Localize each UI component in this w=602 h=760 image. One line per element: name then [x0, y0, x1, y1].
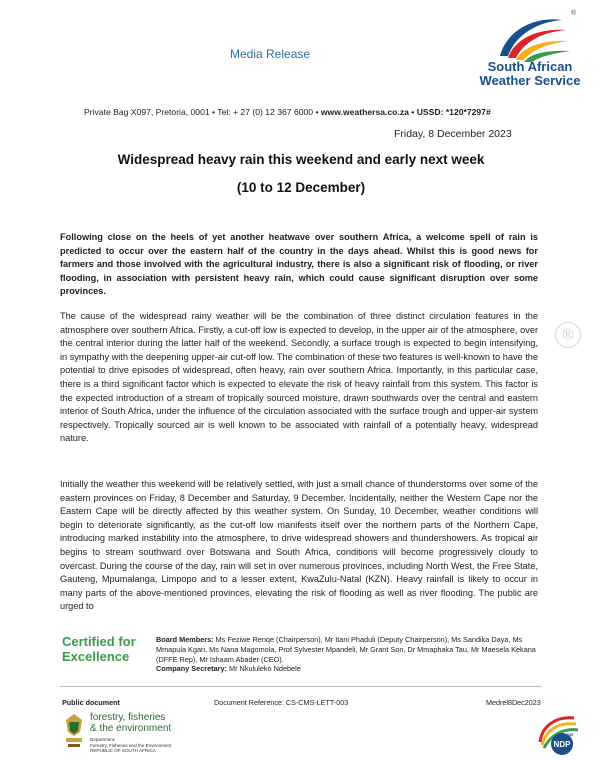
media-release-label: Media Release	[230, 47, 311, 61]
saws-logo	[470, 10, 590, 92]
certified-line2: Excellence	[62, 649, 130, 664]
body-paragraph: The cause of the widespread rainy weather will be the combination of three distinct circulation features in the atmosphere over southern Africa. Firstly, a cut-off low is expected to develop, in the upper air of the atmosphere, over the central interior during the latter half of the weekend. Secondly, a surface trough is expected to begin intensifying, in sympathy with the deepening upper-air cut-off low. The combination of these two features is well-known to have the potential to drive episodes of widespread, often heavy, rain over southern Africa. Importantly, in this particular case, there is a third significant factor which is expected to elevate the risk of heavy rainfall from this system. This factor is the expected introduction of a stream of tropically sourced moisture, drawn southwards over the central and eastern interior of South Africa, under the influence of the circulation associated with the surface trough and upper-air system respectively. Tropically sourced air is well known to be associated with rainfall of a potentially heavy, widespread nature.	[60, 311, 538, 444]
intro-paragraph: Following close on the heels of yet another heatwave over southern Africa, a welcome spell of rain is predicted to occur over the eastern half of the country in the days ahead. Whilst this is good news for farmers and those involved with the agricultural industry, there is also a significant risk of flooding, or river flooding, in association with persistent heavy rain, which could cause significant disruption over some provinces.	[60, 232, 538, 297]
board-members	[156, 635, 536, 674]
footer-divider	[60, 686, 542, 687]
dept-name-line1: forestry, fisheries	[90, 712, 166, 723]
headline-dates: (10 to 12 December)	[236, 180, 366, 195]
dept-full-name: Forestry, Fisheries and the Environment	[90, 742, 172, 748]
board-members-label: Board Members:	[156, 635, 214, 644]
ussd-code: • USSD: *120*7297#	[408, 107, 491, 117]
media-release-code: Medrel8Dec2023	[486, 698, 541, 707]
logo-name-line1: South African	[487, 59, 573, 74]
ndp-year: 2030	[564, 732, 574, 737]
coat-of-arms-icon	[62, 712, 86, 750]
website-link[interactable]: www.weathersa.co.za	[320, 107, 409, 117]
registered-mark: ®	[570, 10, 576, 17]
public-document-label: Public document	[62, 698, 120, 707]
board-members-list: Ms Feziwe Renqe (Chairperson), Mr Itani Phaduli (Deputy Chairperson), Ms Sandika Daya, Ms Mmapula Kgari, Ms Nana Magomola, Prof Sylvester Mpandeli, Mr Grant Son, Dr Mmaphaka Tau, Mr Maesela Kekana (DFFE Rep), Mr Ishaam Abader (CEO).	[156, 635, 536, 664]
company-secretary-name: Mr Nkululeko Ndebele	[226, 664, 301, 674]
certified-line1: Certified for	[62, 634, 136, 649]
contact-address: Private Bag X097, Pretoria, 0001 • Tel: + 27 (0) 12 367 6000 •	[84, 107, 321, 117]
ndp-label: NDP	[553, 740, 571, 749]
company-secretary-label: Company Secretary:	[156, 664, 227, 674]
logo-name-line2: Weather Service	[479, 73, 581, 88]
saws-logo-name	[470, 60, 590, 88]
certified-for-excellence	[62, 634, 136, 664]
document-reference: Document Reference: CS-CMS-LETT-003	[214, 698, 349, 707]
registered-watermark-icon: ®	[555, 322, 581, 348]
ndp-2030-logo	[536, 712, 580, 756]
body-paragraph: Initially the weather this weekend will be relatively settled, with just a small chance of thunderstorms over some of the eastern provinces on Friday, 8 December and Saturday, 9 December. Incidentally, neither the Western Cape nor the Eastern Cape will be directly affected by this weather system. On Sunday, 10 December, weather conditions will begin to deteriorate significantly, as the cut-off low manifests itself over the northern parts of the Northern Cape, introducing marked instability into the atmosphere, to drive widespread showers and thundershowers. As tropical air begins to stream southward over Botswana and South Africa, conditions will become progressively cloudy to overcast. During the course of the day, rain will set in over numerous provinces, including North West, the Free State, Gauteng, Mpumalanga, Limpopo and to a lesser extent, KwaZulu-Natal (KZN). Heavy rainfall is likely to occur in many parts of the above-mentioned provinces, elevating the risk of flooding as well as river flooding. The public are urged to	[60, 479, 538, 612]
dept-label: Department:	[90, 737, 116, 742]
dept-name-line2: & the environment	[90, 723, 172, 734]
dept-details	[90, 737, 171, 754]
release-date: Friday, 8 December 2023	[394, 128, 512, 140]
contact-line	[84, 107, 491, 117]
headline: Widespread heavy rain this weekend and early next week	[117, 152, 485, 167]
dffe-logo	[62, 712, 192, 756]
dept-country: REPUBLIC OF SOUTH AFRICA	[90, 748, 156, 753]
saws-swoosh-icon	[486, 10, 576, 64]
